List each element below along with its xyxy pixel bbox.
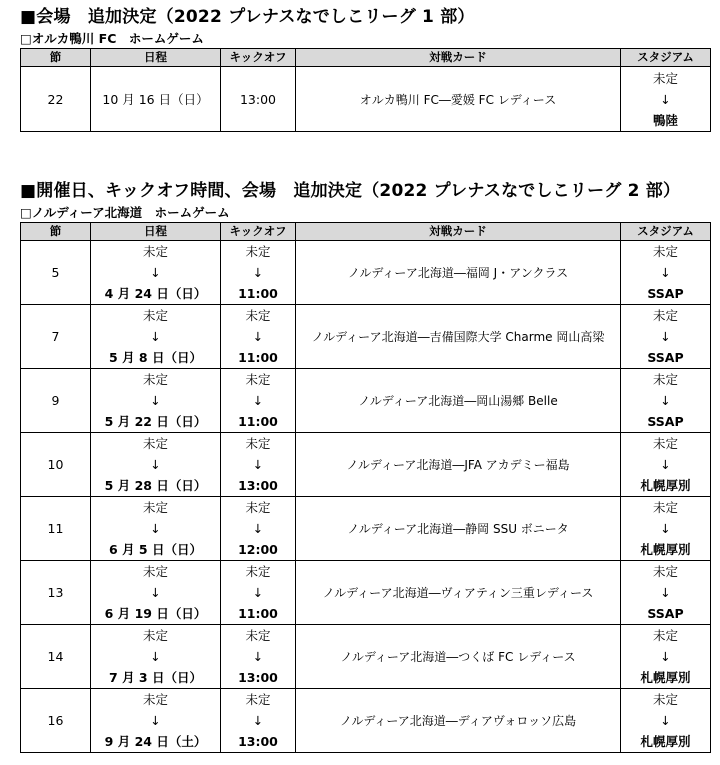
stadium-after: 札幌厚別 <box>640 670 691 685</box>
stadium-after: 鴨陸 <box>652 112 678 128</box>
kickoff-after: 13:00 <box>238 670 278 685</box>
table-header-row <box>21 49 711 67</box>
round-cell: 13 <box>21 561 91 625</box>
stadium-after: 札幌厚別 <box>640 542 691 557</box>
arrow-down-icon: ↓ <box>252 521 264 536</box>
kickoff-before: 未定 <box>245 372 271 387</box>
stadium-cell <box>621 561 711 625</box>
date-cell <box>91 689 221 753</box>
round-cell: 22 <box>21 67 91 132</box>
arrow-down-icon: ↓ <box>150 649 161 664</box>
section-schedule-decision <box>20 178 710 753</box>
stadium-before: 未定 <box>652 564 678 579</box>
table-row <box>21 241 711 305</box>
kickoff-cell <box>221 433 296 497</box>
arrow-down-icon: ↓ <box>150 521 161 536</box>
stadium-after: SSAP <box>647 286 684 301</box>
arrow-down-icon: ↓ <box>150 329 161 344</box>
header-kickoff: キックオフ <box>221 223 296 241</box>
date-before: 未定 <box>142 244 168 259</box>
kickoff-after: 11:00 <box>238 606 278 621</box>
round-cell: 7 <box>21 305 91 369</box>
header-stadium: スタジアム <box>621 49 711 67</box>
arrow-down-icon: ↓ <box>660 265 671 280</box>
kickoff-before: 未定 <box>245 308 271 323</box>
date-before: 未定 <box>142 564 168 579</box>
match-cell: ノルディーア北海道―ディアヴォロッソ広島 <box>296 689 621 753</box>
header-match: 対戦カード <box>296 223 621 241</box>
date-before: 未定 <box>142 308 168 323</box>
stadium-before: 未定 <box>652 500 678 515</box>
stadium-after: 札幌厚別 <box>640 734 691 749</box>
stadium-cell <box>621 369 711 433</box>
date-cell <box>91 497 221 561</box>
arrow-down-icon: ↓ <box>252 649 264 664</box>
match-cell: ノルディーア北海道―静岡 SSU ボニータ <box>296 497 621 561</box>
stadium-after: SSAP <box>647 350 684 365</box>
kickoff-cell <box>221 241 296 305</box>
arrow-down-icon: ↓ <box>660 329 671 344</box>
stadium-before: 未定 <box>652 244 678 259</box>
date-after: 5 月 22 日（日） <box>104 414 207 429</box>
table-row <box>21 625 711 689</box>
match-cell: ノルディーア北海道―つくば FC レディース <box>296 625 621 689</box>
kickoff-cell <box>221 305 296 369</box>
date-cell <box>91 433 221 497</box>
arrow-down-icon: ↓ <box>252 713 264 728</box>
arrow-down-icon: ↓ <box>150 585 161 600</box>
section-title: ■会場 追加決定（2022 プレナスなでしこリーグ 1 部） <box>20 7 475 27</box>
kickoff-after: 13:00 <box>238 478 278 493</box>
arrow-down-icon: ↓ <box>150 713 161 728</box>
header-kickoff: キックオフ <box>221 49 296 67</box>
round-cell: 11 <box>21 497 91 561</box>
kickoff-cell <box>221 625 296 689</box>
arrow-down-icon: ↓ <box>150 393 161 408</box>
kickoff-after: 11:00 <box>238 286 278 301</box>
arrow-down-icon: ↓ <box>252 329 264 344</box>
header-date: 日程 <box>91 49 221 67</box>
section-venue-decision <box>20 4 710 132</box>
schedule-table <box>20 48 711 132</box>
arrow-down-icon: ↓ <box>660 393 671 408</box>
stadium-before: 未定 <box>652 436 678 451</box>
arrow-down-icon: ↓ <box>660 649 671 664</box>
round-cell: 16 <box>21 689 91 753</box>
date-cell: 10 月 16 日（日） <box>91 67 221 132</box>
arrow-down-icon: ↓ <box>660 91 671 107</box>
table-row <box>21 561 711 625</box>
match-cell: ノルディーア北海道―福岡 J・アンクラス <box>296 241 621 305</box>
date-after: 5 月 8 日（日） <box>109 350 202 365</box>
stadium-before: 未定 <box>652 628 678 643</box>
arrow-down-icon: ↓ <box>660 457 671 472</box>
stadium-before: 未定 <box>652 692 678 707</box>
arrow-down-icon: ↓ <box>252 393 264 408</box>
date-before: 未定 <box>142 372 168 387</box>
section-subtitle: □ノルディーア北海道 ホームゲーム <box>20 205 230 220</box>
match-cell: ノルディーア北海道―岡山湯郷 Belle <box>296 369 621 433</box>
stadium-cell <box>621 625 711 689</box>
section-subtitle: □オルカ鴨川 FC ホームゲーム <box>20 31 204 46</box>
date-cell <box>91 369 221 433</box>
kickoff-cell <box>221 369 296 433</box>
header-match: 対戦カード <box>296 49 621 67</box>
date-before: 未定 <box>142 628 168 643</box>
header-stadium: スタジアム <box>621 223 711 241</box>
header-date: 日程 <box>91 223 221 241</box>
date-cell <box>91 561 221 625</box>
header-round: 節 <box>21 223 91 241</box>
date-after: 7 月 3 日（日） <box>109 670 202 685</box>
kickoff-after: 11:00 <box>238 350 278 365</box>
round-cell: 14 <box>21 625 91 689</box>
arrow-down-icon: ↓ <box>252 457 264 472</box>
stadium-before: 未定 <box>652 70 678 86</box>
date-after: 4 月 24 日（日） <box>104 286 207 301</box>
schedule-table <box>20 222 711 753</box>
date-after: 6 月 5 日（日） <box>109 542 202 557</box>
stadium-before: 未定 <box>652 308 678 323</box>
table-row <box>21 689 711 753</box>
kickoff-before: 未定 <box>245 244 271 259</box>
match-cell: ノルディーア北海道―JFA アカデミー福島 <box>296 433 621 497</box>
kickoff-cell <box>221 497 296 561</box>
stadium-after: 札幌厚別 <box>640 478 691 493</box>
stadium-after: SSAP <box>647 414 684 429</box>
table-row <box>21 305 711 369</box>
kickoff-before: 未定 <box>245 628 271 643</box>
arrow-down-icon: ↓ <box>252 585 264 600</box>
stadium-cell <box>621 305 711 369</box>
table-header-row <box>21 223 711 241</box>
match-cell: オルカ鴨川 FC―愛媛 FC レディース <box>296 67 621 132</box>
kickoff-cell: 13:00 <box>221 67 296 132</box>
stadium-cell <box>621 67 711 132</box>
stadium-cell <box>621 241 711 305</box>
kickoff-before: 未定 <box>245 436 271 451</box>
date-cell <box>91 241 221 305</box>
round-cell: 9 <box>21 369 91 433</box>
date-before: 未定 <box>142 500 168 515</box>
date-cell <box>91 305 221 369</box>
stadium-cell <box>621 689 711 753</box>
round-cell: 5 <box>21 241 91 305</box>
date-after: 5 月 28 日（日） <box>104 478 207 493</box>
arrow-down-icon: ↓ <box>252 265 264 280</box>
kickoff-cell <box>221 689 296 753</box>
date-after: 6 月 19 日（日） <box>104 606 207 621</box>
table-row <box>21 67 711 132</box>
date-before: 未定 <box>142 692 168 707</box>
round-cell: 10 <box>21 433 91 497</box>
kickoff-before: 未定 <box>245 692 271 707</box>
arrow-down-icon: ↓ <box>150 457 161 472</box>
date-cell <box>91 625 221 689</box>
arrow-down-icon: ↓ <box>150 265 161 280</box>
stadium-before: 未定 <box>652 372 678 387</box>
kickoff-before: 未定 <box>245 564 271 579</box>
match-cell: ノルディーア北海道―吉備国際大学 Charme 岡山高梁 <box>296 305 621 369</box>
table-row <box>21 497 711 561</box>
date-before: 未定 <box>142 436 168 451</box>
date-after: 9 月 24 日（土） <box>104 734 207 749</box>
match-cell: ノルディーア北海道―ヴィアティン三重レディース <box>296 561 621 625</box>
kickoff-cell <box>221 561 296 625</box>
section-title: ■開催日、キックオフ時間、会場 追加決定（2022 プレナスなでしこリーグ 2 部） <box>20 181 681 201</box>
table-row <box>21 369 711 433</box>
table-row <box>21 433 711 497</box>
stadium-cell <box>621 497 711 561</box>
kickoff-after: 11:00 <box>238 414 278 429</box>
stadium-cell <box>621 433 711 497</box>
arrow-down-icon: ↓ <box>660 713 671 728</box>
kickoff-before: 未定 <box>245 500 271 515</box>
header-round: 節 <box>21 49 91 67</box>
kickoff-after: 12:00 <box>238 542 278 557</box>
arrow-down-icon: ↓ <box>660 521 671 536</box>
kickoff-after: 13:00 <box>238 734 278 749</box>
arrow-down-icon: ↓ <box>660 585 671 600</box>
stadium-after: SSAP <box>647 606 684 621</box>
